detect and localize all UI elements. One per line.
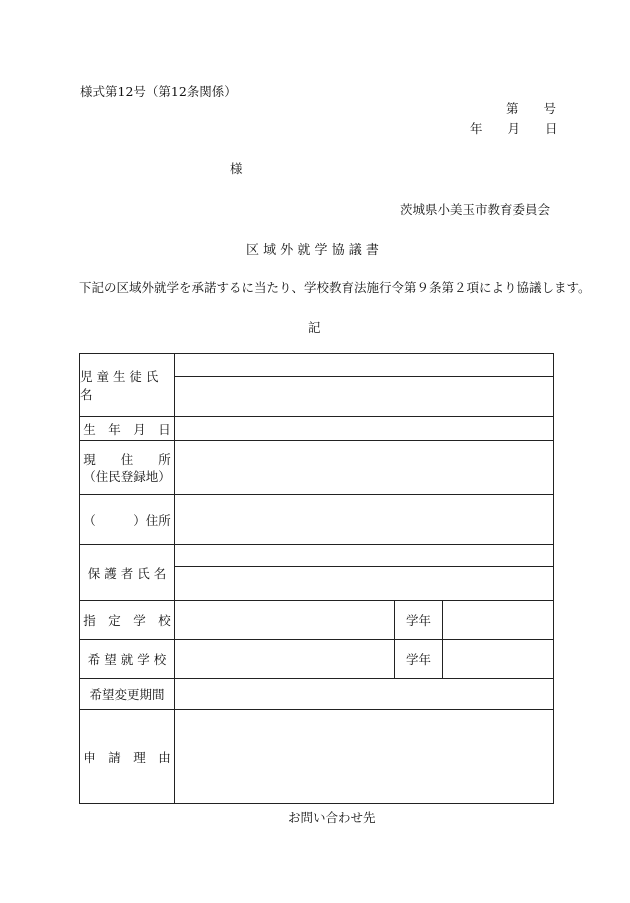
desired-school-label: 希 望 就 学 校	[87, 652, 167, 667]
body-text: 下記の区域外就学を承諾するに当たり、学校教育法施行令第９条第２項により協議します。	[79, 280, 591, 295]
birthdate-label: 生 年 月 日	[83, 421, 171, 437]
current-address-label-block	[80, 441, 174, 494]
student-name-field[interactable]	[175, 377, 553, 416]
student-name-furigana-field[interactable]	[175, 354, 553, 376]
student-name-label: 児 童 生 徒 氏 名	[80, 369, 159, 402]
birthdate-field[interactable]	[175, 417, 553, 440]
reason-field[interactable]	[175, 710, 553, 803]
current-address-field[interactable]	[175, 441, 553, 494]
document-date: 年 月 日	[470, 121, 558, 136]
form-number: 様式第12号（第12条関係）	[80, 84, 237, 99]
desired-grade-field[interactable]	[443, 640, 553, 678]
document-title: 区 域 外 就 学 協 議 書	[246, 243, 379, 258]
other-address-label: （ ）住所	[83, 512, 171, 528]
contact-label: お問い合わせ先	[288, 810, 376, 825]
designated-school-field[interactable]	[175, 601, 394, 639]
issuer-name: 茨城県小美玉市教育委員会	[400, 202, 551, 217]
ki-marker: 記	[308, 320, 321, 335]
change-period-field[interactable]	[175, 679, 553, 709]
change-period-label: 希望変更期間	[89, 687, 165, 702]
desired-grade-label: 学年	[405, 652, 431, 667]
addressee-suffix: 様	[230, 161, 243, 176]
designated-grade-label: 学年	[405, 613, 431, 628]
reason-label: 申 請 理 由	[83, 749, 171, 765]
current-address-note: （住民登録地）	[83, 468, 171, 484]
guardian-name-field[interactable]	[175, 567, 553, 600]
designated-school-label: 指 定 学 校	[83, 613, 171, 628]
desired-school-field[interactable]	[175, 640, 394, 678]
guardian-name-furigana-field[interactable]	[175, 545, 553, 566]
document-number: 第 号	[506, 101, 557, 116]
current-address-label: 現 住 所	[83, 451, 171, 467]
guardian-name-label: 保 護 者 氏 名	[87, 565, 167, 581]
agreement-table	[79, 353, 554, 804]
other-address-field[interactable]	[175, 495, 553, 544]
designated-grade-field[interactable]	[443, 601, 553, 639]
